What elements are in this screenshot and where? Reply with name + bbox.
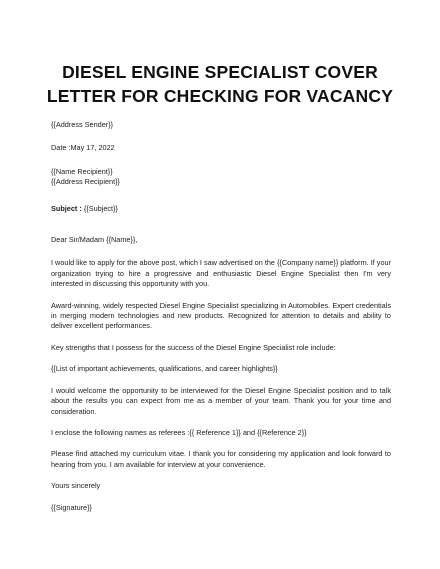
paragraph-interview: I would welcome the opportunity to be interviewed for the Diesel Engine Specialist position and to talk about the results you can expect from me as a member of your team. Thank you for your time and consideration. — [51, 385, 391, 416]
paragraph-attachment: Please find attached my curriculum vitae. I thank you for considering my application and look forward to hearing from you. I am available for interview at your convenience. — [51, 449, 391, 469]
paragraph-achievements: {{List of important achievements, qualifications, and career highlights}} — [51, 364, 278, 374]
closing: Yours sincerely — [51, 481, 101, 491]
address-sender: {{Address Sender}} — [51, 120, 114, 129]
address-recipient: {{Address Recipient}} — [51, 177, 120, 187]
subject-label: Subject : — [51, 203, 82, 213]
paragraph-referees: I enclose the following names as referees :{{ Reference 1}} and {{Reference 2}} — [51, 427, 307, 437]
subject-value: {{Subject}} — [81, 203, 118, 213]
date-line: Date :May 17, 2022 — [51, 143, 115, 153]
letter-body — [51, 120, 391, 513]
paragraph-intro: I would like to apply for the above post, which I saw advertised on the {{Company name}} platform. If your organization trying to hire a progressive and enthusiastic Diesel Engine Specialist then I'm very interested in discussing this opportunity with you. — [51, 258, 391, 289]
name-recipient: {{Name Recipient}} — [51, 166, 113, 176]
subject-line — [51, 204, 391, 214]
paragraph-strengths: Key strengths that I possess for the success of the Diesel Engine Specialist role include: — [51, 342, 336, 352]
salutation: Dear Sir/Madam {{Name}}, — [51, 235, 138, 245]
letter-title: DIESEL ENGINE SPECIALIST COVER LETTER FOR CHECKING FOR VACANCY — [46, 62, 394, 106]
paragraph-credentials: Award-winning, widely respected Diesel Engine Specialist specializing in Automobiles. Expert credentials in merging modern technologies and new products. Recognized for attention to details and ability to deliver excellent performances. — [51, 300, 391, 331]
signature: {{Signature}} — [51, 502, 92, 512]
